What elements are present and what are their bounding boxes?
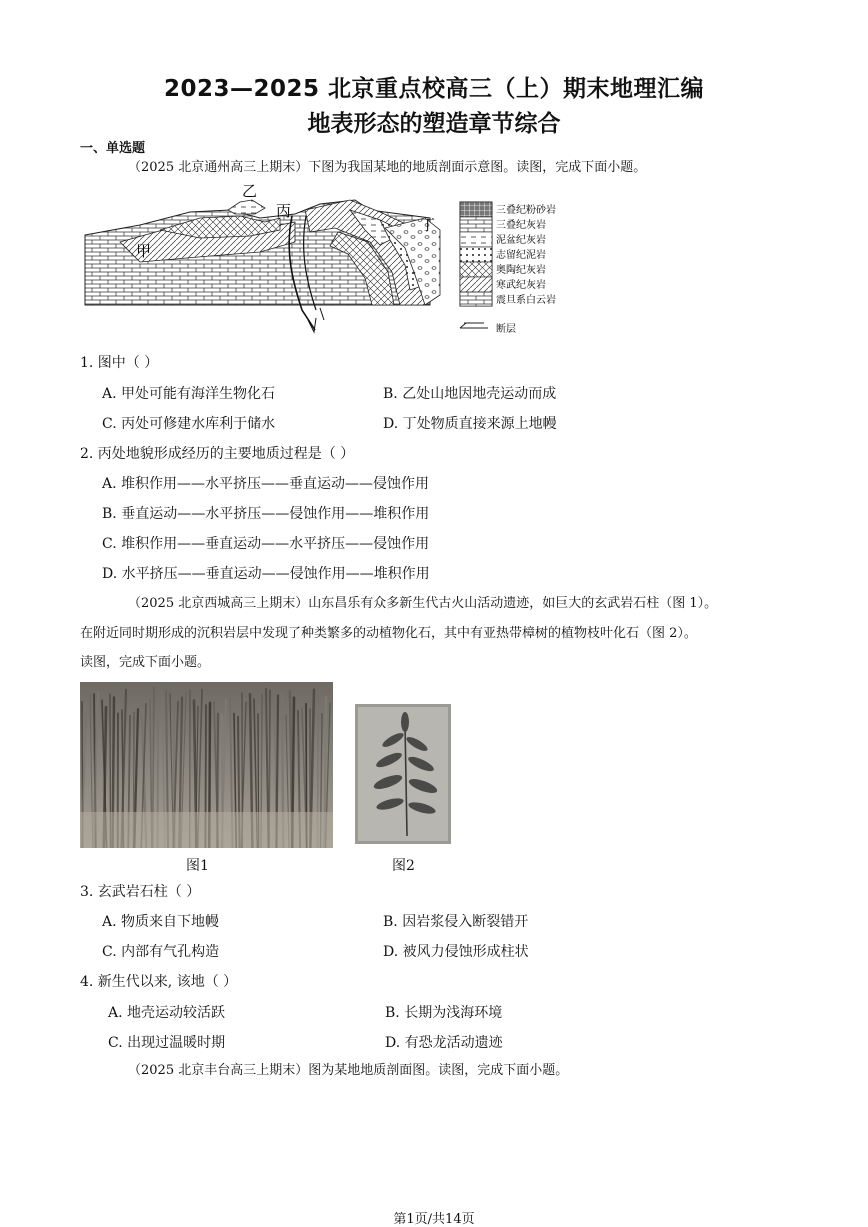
leaf-fossil-photo: [355, 704, 451, 844]
question-3-stem: 3. 玄武岩石柱（ ）: [80, 884, 201, 900]
q4-option-c[interactable]: C. 出现过温暖时期: [108, 1035, 226, 1051]
group1-intro: （2025 北京通州高三上期末）下图为我国某地的地质剖面示意图。读图，完成下面小题。: [128, 160, 647, 175]
q1-option-d[interactable]: D. 丁处物质直接来源上地幔: [383, 416, 557, 432]
page-footer: 第1页/共14页: [393, 1212, 475, 1227]
label-bing: 丙: [276, 202, 292, 220]
question-1-stem: 1. 图中（ ）: [80, 355, 159, 371]
legend-item: 寒武纪灰岩: [496, 280, 546, 291]
legend-fault-label: 断层: [496, 324, 516, 335]
group2-intro-line3: 读图，完成下面小题。: [80, 655, 211, 670]
legend-item: 奥陶纪灰岩: [496, 265, 546, 276]
legend-item: 三叠纪灰岩: [496, 220, 546, 231]
group2-intro-line2: 在附近同时期形成的沉积岩层中发现了种类繁多的动植物化石，其中有亚热带樟树的植物枝叶化石（图 2）。: [80, 626, 697, 641]
q3-option-a[interactable]: A. 物质来自下地幔: [102, 914, 220, 930]
group3-intro: （2025 北京丰台高三上期末）图为某地地质剖面图。读图，完成下面小题。: [128, 1063, 569, 1078]
label-jia: 甲: [136, 242, 152, 260]
figure-1-caption: 图1: [186, 858, 209, 874]
q1-option-a[interactable]: A. 甲处可能有海洋生物化石: [102, 386, 276, 402]
q2-option-a[interactable]: A. 堆积作用——水平挤压——垂直运动——侵蚀作用: [102, 476, 430, 492]
section-heading: 一、单选题: [80, 141, 146, 156]
q1-option-c[interactable]: C. 丙处可修建水库利于储水: [102, 416, 276, 432]
q2-option-b[interactable]: B. 垂直运动——水平挤压——侵蚀作用——堆积作用: [102, 506, 430, 522]
label-ding: 丁: [420, 216, 436, 234]
basalt-columns-photo: [80, 682, 333, 848]
q4-option-d[interactable]: D. 有恐龙活动遗迹: [385, 1035, 503, 1051]
question-2-stem: 2. 丙处地貌形成经历的主要地质过程是（ ）: [80, 446, 355, 462]
legend-item: 震旦系白云岩: [496, 295, 556, 306]
geologic-section-figure: [80, 180, 580, 345]
legend-item: 三叠纪粉砂岩: [496, 205, 556, 216]
question-4-stem: 4. 新生代以来, 该地（ ）: [80, 974, 238, 990]
label-yi: 乙: [242, 182, 258, 200]
q3-option-d[interactable]: D. 被风力侵蚀形成柱状: [383, 944, 529, 960]
document-subtitle: 地表形态的塑造章节综合: [307, 111, 561, 137]
q2-option-c[interactable]: C. 堆积作用——垂直运动——水平挤压——侵蚀作用: [102, 536, 430, 552]
q1-option-b[interactable]: B. 乙处山地因地壳运动而成: [383, 386, 557, 402]
legend: [460, 202, 556, 335]
q4-option-b[interactable]: B. 长期为浅海环境: [385, 1005, 503, 1021]
figure-2-caption: 图2: [392, 858, 415, 874]
q3-option-c[interactable]: C. 内部有气孔构造: [102, 944, 220, 960]
q3-option-b[interactable]: B. 因岩浆侵入断裂错开: [383, 914, 529, 930]
legend-item: 泥盆纪灰岩: [496, 235, 546, 246]
document-title: 2023—2025 北京重点校高三（上）期末地理汇编: [163, 76, 705, 102]
q4-option-a[interactable]: A. 地壳运动较活跃: [108, 1005, 226, 1021]
q2-option-d[interactable]: D. 水平挤压——垂直运动——侵蚀作用——堆积作用: [102, 566, 430, 582]
group2-intro-line1: （2025 北京西城高三上期末）山东昌乐有众多新生代古火山活动遗迹，如巨大的玄武岩石柱（图 1）。: [128, 596, 718, 611]
legend-item: 志留纪泥岩: [496, 250, 546, 261]
